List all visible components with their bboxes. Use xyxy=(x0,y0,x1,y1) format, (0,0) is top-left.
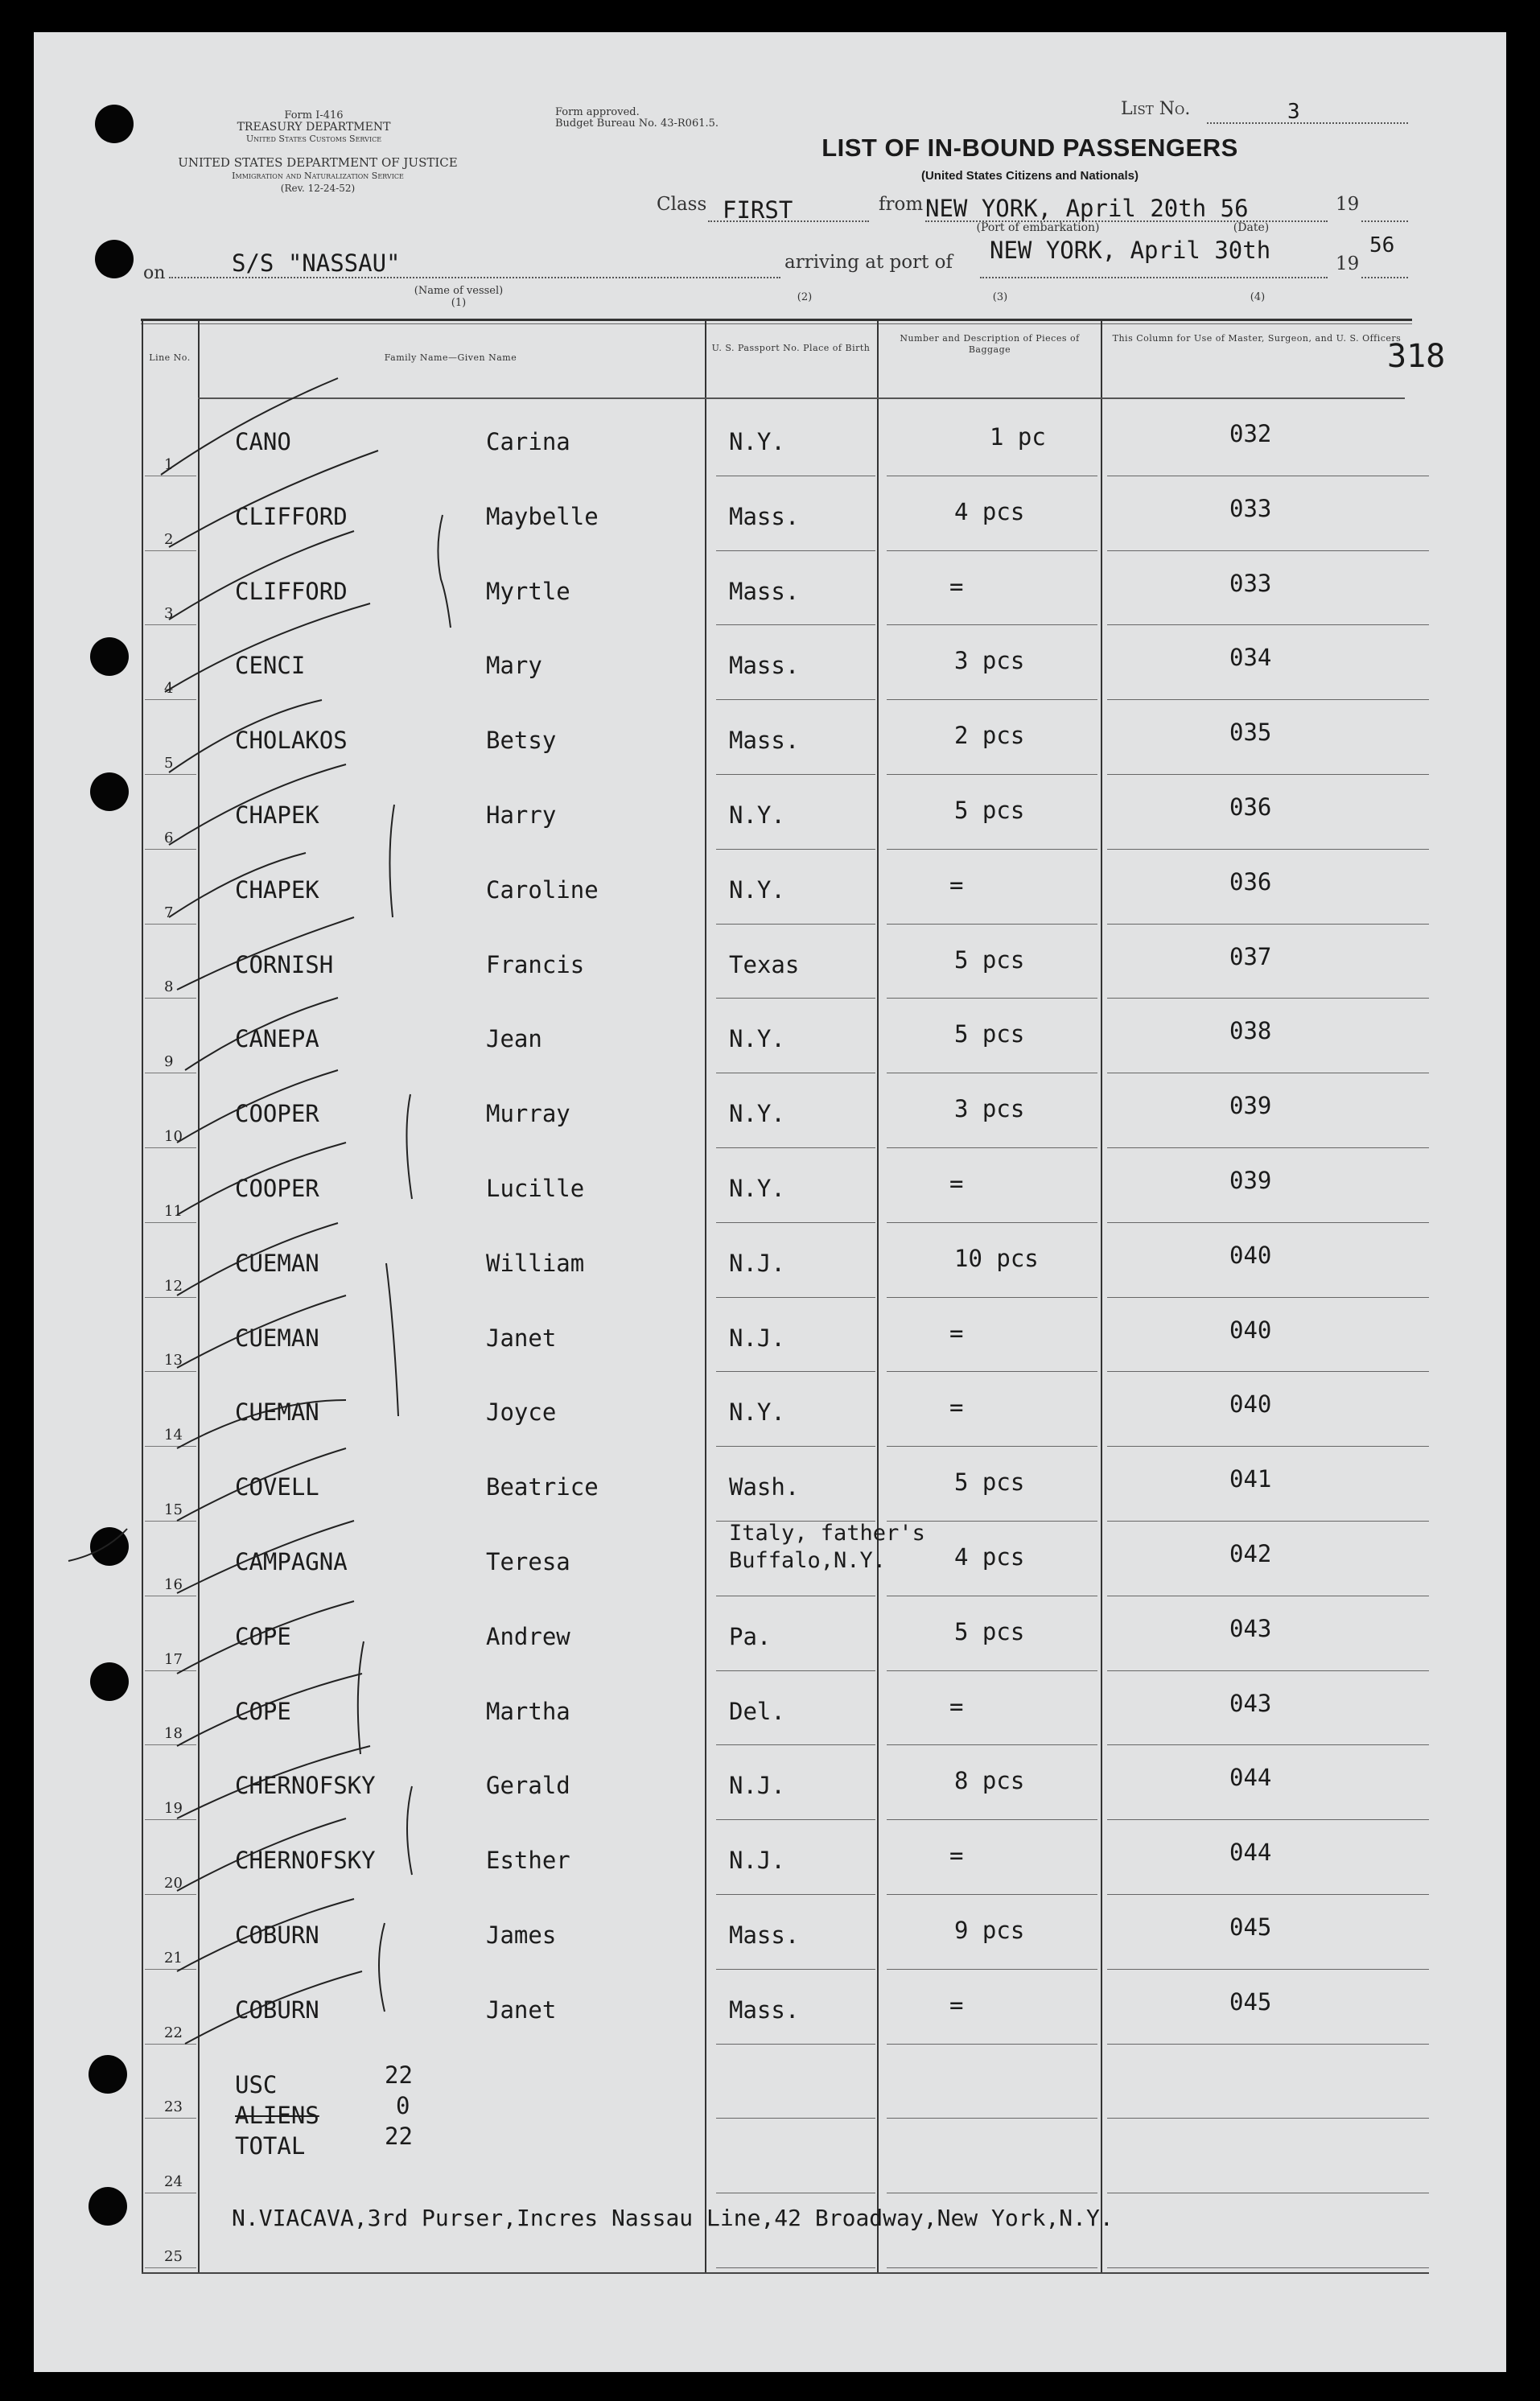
line-number: 14 xyxy=(164,1427,183,1444)
baggage-count: 1 pc xyxy=(990,423,1046,451)
punch-hole xyxy=(90,1527,129,1566)
given-name: Myrtle xyxy=(486,577,570,605)
punch-hole xyxy=(90,772,129,811)
row-rule-birth xyxy=(716,849,875,850)
line-number: 20 xyxy=(164,1875,183,1892)
given-name: Joyce xyxy=(486,1398,557,1427)
row-rule-line-no xyxy=(145,624,196,625)
total-label: TOTAL xyxy=(235,2132,306,2160)
birthplace: Del. xyxy=(729,1697,785,1725)
row-rule-line-no xyxy=(145,2118,196,2119)
budget-bureau: Budget Bureau No. 43-R061.5. xyxy=(555,117,719,130)
row-rule-birth xyxy=(716,2118,875,2119)
given-name: Martha xyxy=(486,1697,570,1725)
row-rule-officers xyxy=(1107,1446,1429,1447)
col2-num: (2) xyxy=(797,291,813,303)
birthplace: Mass. xyxy=(729,727,800,755)
row-rule-officers xyxy=(1107,699,1429,700)
officer-code: 040 xyxy=(1229,1316,1272,1344)
birthplace: N.Y. xyxy=(729,1175,785,1202)
row-rule-officers xyxy=(1107,1297,1429,1298)
row-rule-baggage xyxy=(887,2118,1097,2119)
table-left-border xyxy=(142,320,143,2274)
row-rule-line-no xyxy=(145,2267,196,2268)
line-number: 17 xyxy=(164,1650,183,1668)
given-name: William xyxy=(486,1249,585,1277)
row-rule-birth xyxy=(716,1969,875,1970)
line-number: 23 xyxy=(164,2098,183,2116)
punch-hole xyxy=(95,105,134,143)
given-name: Teresa xyxy=(486,1548,570,1575)
col-head-line: Line No. xyxy=(149,352,191,363)
table-top-border xyxy=(141,319,1412,321)
page-number: 318 xyxy=(1387,338,1446,375)
arrival-port-date: NEW YORK, April 30th xyxy=(990,237,1271,264)
family-name: COPE xyxy=(235,1622,291,1650)
birthplace: Mass. xyxy=(729,1921,800,1949)
given-name: Janet xyxy=(486,1995,557,2024)
table-bottom-border xyxy=(142,2272,1429,2274)
line-number: 25 xyxy=(164,2248,183,2265)
row-rule-line-no xyxy=(145,1744,196,1745)
row-rule-line-no xyxy=(145,1819,196,1820)
given-name: Lucille xyxy=(486,1175,585,1202)
justice-dept: UNITED STATES DEPARTMENT OF JUSTICE xyxy=(178,155,458,170)
row-rule-officers xyxy=(1107,2044,1429,2045)
row-rule-baggage xyxy=(887,550,1097,551)
birthplace: Mass. xyxy=(729,502,800,530)
on-label: on xyxy=(143,263,166,283)
row-rule-baggage xyxy=(887,1670,1097,1671)
row-rule-baggage xyxy=(887,774,1097,775)
line-number: 3 xyxy=(164,605,174,623)
family-name: CUEMAN xyxy=(235,1324,319,1352)
row-rule-officers xyxy=(1107,624,1429,625)
line-number: 13 xyxy=(164,1352,183,1369)
row-rule-line-no xyxy=(145,924,196,925)
family-name: CHAPEK xyxy=(235,875,319,904)
total-count: 22 xyxy=(385,2123,413,2150)
officer-code: 045 xyxy=(1229,1913,1272,1941)
row-rule-officers xyxy=(1107,1894,1429,1895)
row-rule-line-no xyxy=(145,1670,196,1671)
row-rule-baggage xyxy=(887,924,1097,925)
row-rule-officers xyxy=(1107,1744,1429,1745)
row-rule-baggage xyxy=(887,1297,1097,1298)
line-number: 4 xyxy=(164,680,174,698)
officer-code: 044 xyxy=(1229,1764,1272,1792)
ins-service: Immigration and Naturalization Service xyxy=(232,171,404,181)
family-name: COOPER xyxy=(235,1175,319,1202)
row-rule-baggage xyxy=(887,2044,1097,2045)
birthplace: N.Y. xyxy=(729,875,785,904)
family-name: COPE xyxy=(235,1697,291,1725)
family-name: CLIFFORD xyxy=(235,502,348,530)
birthplace: Pa. xyxy=(729,1622,772,1650)
given-name: Gerald xyxy=(486,1772,570,1800)
line-number: 11 xyxy=(164,1202,183,1220)
customs-service: United States Customs Service xyxy=(245,134,382,144)
family-name: CANO xyxy=(235,428,291,455)
col-head-officers: This Column for Use of Master, Surgeon, and U. S. Officers xyxy=(1112,333,1402,344)
officer-code: 034 xyxy=(1229,644,1272,672)
row-rule-baggage xyxy=(887,1371,1097,1372)
arrival-year: 56 xyxy=(1369,233,1395,257)
header-rule xyxy=(198,397,1405,399)
given-name: Andrew xyxy=(486,1622,570,1650)
row-rule-birth xyxy=(716,699,875,700)
line-number: 22 xyxy=(164,2024,183,2041)
officer-code: 039 xyxy=(1229,1167,1272,1194)
row-rule-baggage xyxy=(887,1147,1097,1148)
family-name: CHOLAKOS xyxy=(235,727,348,755)
birthplace: Buffalo,N.Y. xyxy=(729,1548,887,1573)
line-number: 7 xyxy=(164,904,174,921)
row-rule-officers xyxy=(1107,1521,1429,1522)
birthplace: Wash. xyxy=(729,1473,800,1501)
row-rule-birth xyxy=(716,1222,875,1223)
officer-code: 041 xyxy=(1229,1465,1272,1493)
row-rule-baggage xyxy=(887,1969,1097,1970)
row-rule-officers xyxy=(1107,1147,1429,1148)
col4-num: (4) xyxy=(1250,291,1266,303)
birthplace: N.Y. xyxy=(729,428,785,455)
baggage-count: = xyxy=(949,572,964,600)
line-number: 12 xyxy=(164,1277,183,1295)
row-rule-birth xyxy=(716,1297,875,1298)
row-rule-line-no xyxy=(145,1297,196,1298)
row-rule-line-no xyxy=(145,1521,196,1522)
given-name: Mary xyxy=(486,652,542,680)
list-label: List No. xyxy=(1121,99,1191,119)
row-rule-line-no xyxy=(145,1371,196,1372)
row-rule-birth xyxy=(716,1744,875,1745)
row-rule-officers xyxy=(1107,2267,1429,2268)
revision: (Rev. 12-24-52) xyxy=(280,183,356,194)
row-rule-line-no xyxy=(145,1894,196,1895)
class-label: Class xyxy=(657,194,707,215)
baggage-count: 2 pcs xyxy=(954,722,1025,750)
row-rule-birth xyxy=(716,1446,875,1447)
family-name: CENCI xyxy=(235,652,306,680)
embark-caption: (Port of embarkation) xyxy=(976,221,1100,234)
line-number: 6 xyxy=(164,829,174,846)
officer-code: 036 xyxy=(1229,793,1272,821)
family-name: CUEMAN xyxy=(235,1398,319,1427)
vessel-line xyxy=(169,277,780,278)
birthplace: N.J. xyxy=(729,1772,785,1800)
row-rule-birth xyxy=(716,1670,875,1671)
row-rule-birth xyxy=(716,2267,875,2268)
form-title: LIST OF IN-BOUND PASSENGERS xyxy=(821,134,1238,162)
baggage-count: 3 pcs xyxy=(954,1095,1025,1123)
line-number: 24 xyxy=(164,2173,183,2191)
family-name: COVELL xyxy=(235,1473,319,1501)
given-name: Betsy xyxy=(486,727,557,755)
family-name: CAMPAGNA xyxy=(235,1548,348,1575)
baggage-count: 4 pcs xyxy=(954,1543,1025,1571)
baggage-count: 9 pcs xyxy=(954,1917,1025,1944)
birthplace: N.J. xyxy=(729,1324,785,1352)
row-rule-line-no xyxy=(145,550,196,551)
birthplace: Texas xyxy=(729,950,800,978)
row-rule-baggage xyxy=(887,1744,1097,1745)
family-name: COOPER xyxy=(235,1100,319,1128)
row-rule-officers xyxy=(1107,1670,1429,1671)
birthplace: Mass. xyxy=(729,652,800,680)
row-rule-line-no xyxy=(145,699,196,700)
baggage-count: 4 pcs xyxy=(954,497,1025,525)
baggage-count: = xyxy=(949,1991,964,2019)
baggage-count: 5 pcs xyxy=(954,945,1025,974)
line-number: 16 xyxy=(164,1575,183,1593)
from-label: from xyxy=(879,194,924,215)
family-name: CUEMAN xyxy=(235,1249,319,1277)
row-rule-birth xyxy=(716,550,875,551)
officer-code: 043 xyxy=(1229,1614,1272,1642)
row-rule-baggage xyxy=(887,998,1097,999)
line-number: 8 xyxy=(164,978,174,996)
family-name: CLIFFORD xyxy=(235,577,348,605)
row-rule-baggage xyxy=(887,1222,1097,1223)
birthplace: N.J. xyxy=(729,1847,785,1875)
list-number: 3 xyxy=(1287,100,1300,124)
form-number: Form I-416 xyxy=(284,109,344,121)
embark-port-date: NEW YORK, April 20th 56 xyxy=(925,195,1249,222)
row-rule-officers xyxy=(1107,1969,1429,1970)
table-top-border-2 xyxy=(141,323,1412,324)
officer-code: 045 xyxy=(1229,1987,1272,2016)
vessel-name: S/S "NASSAU" xyxy=(232,249,401,277)
punch-hole xyxy=(90,637,129,676)
birthplace: Mass. xyxy=(729,577,800,605)
officer-code: 038 xyxy=(1229,1017,1272,1045)
col-head-baggage: Number and Description of Pieces of Baggage xyxy=(900,333,1080,355)
purser-signature-line: N.VIACAVA,3rd Purser,Incres Nassau Line,42 Broadway,New York,N.Y. xyxy=(232,2205,1114,2231)
baggage-divider xyxy=(1101,320,1102,2274)
aliens-label: ALIENS xyxy=(235,2102,319,2129)
row-rule-baggage xyxy=(887,699,1097,700)
baggage-count: = xyxy=(949,1319,964,1347)
baggage-count: 5 pcs xyxy=(954,1020,1025,1048)
row-rule-line-no xyxy=(145,774,196,775)
line-number: 21 xyxy=(164,1949,183,1967)
punch-hole xyxy=(89,2055,127,2094)
baggage-count: = xyxy=(949,871,964,899)
vessel-caption: (Name of vessel) xyxy=(414,285,504,297)
form-approved: Form approved. xyxy=(555,106,640,118)
birthplace: Mass. xyxy=(729,1995,800,2024)
given-name: James xyxy=(486,1921,557,1949)
treasury-dept: TREASURY DEPARTMENT xyxy=(237,121,391,134)
given-name: Murray xyxy=(486,1100,570,1128)
row-rule-officers xyxy=(1107,2118,1429,2119)
row-rule-birth xyxy=(716,624,875,625)
baggage-count: 5 pcs xyxy=(954,1617,1025,1645)
baggage-count: = xyxy=(949,1842,964,1870)
officer-code: 037 xyxy=(1229,942,1272,970)
row-rule-line-no xyxy=(145,998,196,999)
family-name: CANEPA xyxy=(235,1025,319,1053)
col-head-passport: U. S. Passport No. Place of Birth xyxy=(711,343,871,353)
family-name: CHAPEK xyxy=(235,801,319,829)
officer-code: 036 xyxy=(1229,867,1272,896)
baggage-count: 5 pcs xyxy=(954,797,1025,824)
baggage-count: 8 pcs xyxy=(954,1767,1025,1795)
row-rule-officers xyxy=(1107,550,1429,551)
row-rule-birth xyxy=(716,1894,875,1895)
birthplace: N.Y. xyxy=(729,1025,785,1053)
birthplace: N.Y. xyxy=(729,801,785,829)
birthplace: N.J. xyxy=(729,1249,785,1277)
officer-code: 039 xyxy=(1229,1092,1272,1120)
year-line-2 xyxy=(1361,277,1408,278)
line-no-divider xyxy=(198,320,200,2274)
family-name: CHERNOFSKY xyxy=(235,1772,376,1800)
row-rule-officers xyxy=(1107,1222,1429,1223)
line-number: 9 xyxy=(164,1053,174,1071)
col3-num: (3) xyxy=(992,291,1008,303)
class-value: FIRST xyxy=(723,196,793,224)
given-name: Francis xyxy=(486,950,585,978)
family-name: CHERNOFSKY xyxy=(235,1847,376,1875)
line-number: 19 xyxy=(164,1800,183,1818)
row-rule-line-no xyxy=(145,849,196,850)
col-head-name: Family Name—Given Name xyxy=(384,352,517,363)
baggage-count: = xyxy=(949,1394,964,1422)
row-rule-birth xyxy=(716,1371,875,1372)
given-name: Beatrice xyxy=(486,1473,599,1501)
list-no-line xyxy=(1207,122,1408,124)
officer-code: 043 xyxy=(1229,1689,1272,1717)
birthplace: N.Y. xyxy=(729,1100,785,1128)
line-number: 15 xyxy=(164,1501,183,1518)
row-rule-birth xyxy=(716,998,875,999)
baggage-count: 3 pcs xyxy=(954,647,1025,675)
officer-code: 032 xyxy=(1229,420,1272,447)
given-name: Harry xyxy=(486,801,557,829)
line-number: 2 xyxy=(164,530,174,548)
row-rule-birth xyxy=(716,1819,875,1820)
birthplace: N.Y. xyxy=(729,1398,785,1427)
date-caption: (Date) xyxy=(1233,221,1270,234)
punch-hole xyxy=(89,2187,127,2226)
given-name: Maybelle xyxy=(486,502,599,530)
officer-code: 035 xyxy=(1229,719,1272,747)
line-number: 18 xyxy=(164,1725,183,1743)
officer-code: 033 xyxy=(1229,494,1272,522)
vessel-col-num: (1) xyxy=(451,297,467,309)
row-rule-line-no xyxy=(145,1446,196,1447)
form-subtitle: (United States Citizens and Nationals) xyxy=(920,169,1139,183)
officer-code: 044 xyxy=(1229,1839,1272,1867)
given-name: Janet xyxy=(486,1324,557,1352)
family-name: COBURN xyxy=(235,1921,319,1949)
officer-code: 033 xyxy=(1229,569,1272,597)
row-rule-officers xyxy=(1107,774,1429,775)
arrival-line xyxy=(980,277,1328,278)
usc-label: USC xyxy=(235,2071,278,2098)
line-number: 5 xyxy=(164,755,174,772)
row-rule-birth xyxy=(716,774,875,775)
baggage-count: 5 pcs xyxy=(954,1468,1025,1497)
officer-code: 040 xyxy=(1229,1241,1272,1269)
punch-hole xyxy=(95,240,134,278)
row-rule-birth xyxy=(716,1147,875,1148)
birth-divider xyxy=(877,320,879,2274)
row-rule-baggage xyxy=(887,1894,1097,1895)
arriving-label: arriving at port of xyxy=(784,252,953,273)
baggage-count: = xyxy=(949,1170,964,1197)
row-rule-officers xyxy=(1107,1819,1429,1820)
officer-code: 040 xyxy=(1229,1390,1272,1419)
row-rule-baggage xyxy=(887,2267,1097,2268)
row-rule-officers xyxy=(1107,998,1429,999)
name-divider xyxy=(705,320,706,2274)
aliens-count: 0 xyxy=(396,2092,410,2119)
family-name: CORNISH xyxy=(235,950,334,978)
given-name: Caroline xyxy=(486,875,599,904)
row-rule-officers xyxy=(1107,849,1429,850)
line-number: 1 xyxy=(164,455,174,473)
row-rule-line-no xyxy=(145,2044,196,2045)
line-number: 10 xyxy=(164,1128,183,1145)
row-rule-line-no xyxy=(145,1969,196,1970)
family-name: COBURN xyxy=(235,1995,319,2024)
row-rule-baggage xyxy=(887,624,1097,625)
year-prefix-1: 19 xyxy=(1336,194,1360,215)
usc-count: 22 xyxy=(385,2061,413,2089)
row-rule-baggage xyxy=(887,849,1097,850)
row-rule-line-no xyxy=(145,1222,196,1223)
year-line-1 xyxy=(1361,220,1408,222)
given-name: Carina xyxy=(486,428,570,455)
row-rule-officers xyxy=(1107,924,1429,925)
year-prefix-2: 19 xyxy=(1336,253,1360,274)
punch-hole xyxy=(90,1662,129,1701)
baggage-count: = xyxy=(949,1692,964,1720)
row-rule-officers xyxy=(1107,1371,1429,1372)
row-rule-baggage xyxy=(887,1446,1097,1447)
officer-code: 042 xyxy=(1229,1540,1272,1567)
row-rule-birth xyxy=(716,2044,875,2045)
row-rule-birth xyxy=(716,924,875,925)
given-name: Jean xyxy=(486,1025,542,1053)
given-name: Esther xyxy=(486,1847,570,1875)
birthplace-note: Italy, father's xyxy=(729,1521,925,1546)
row-rule-baggage xyxy=(887,1819,1097,1820)
baggage-count: 10 pcs xyxy=(954,1244,1039,1272)
row-rule-line-no xyxy=(145,1147,196,1148)
